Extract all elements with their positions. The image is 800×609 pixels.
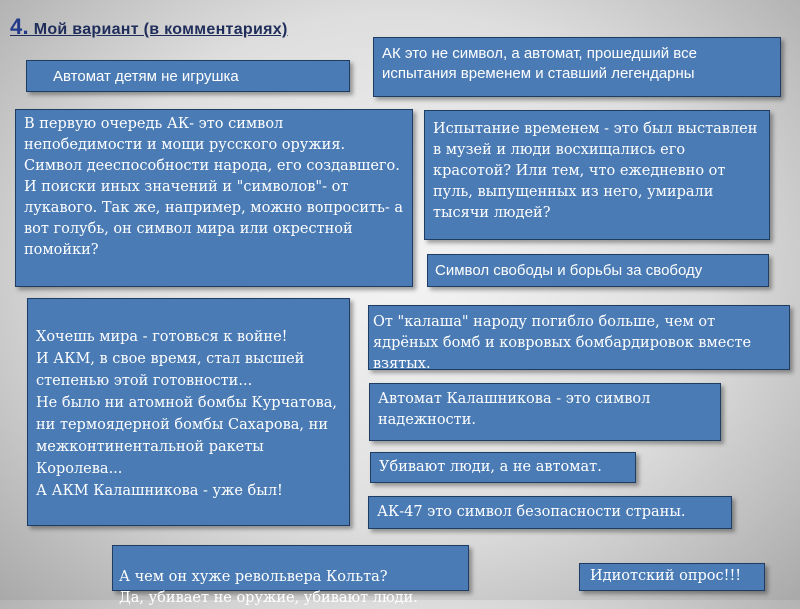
comment-museum xyxy=(424,110,770,240)
comment-reliability-text: Автомат Калашникова - это символ надежности. xyxy=(378,391,651,428)
comment-reliability xyxy=(369,383,721,441)
comment-freedom-text: Символ свободы и борьбы за свободу xyxy=(435,262,703,279)
comment-not-symbol-text: АК это не символ, а автомат, прошедший все испытания временем и ставший легендарны xyxy=(382,45,697,82)
comment-colt-text: А чем он хуже револьвера Кольта? Да, убивает не оружие, убивают люди. xyxy=(119,569,418,606)
comment-invincibility-text: В первую очередь АК- это символ непобедимости и мощи русского оружия. Символ дееспособности народа, его создавшего. И поиски иных значений и "символов"- от лукавого. Так же, например, можно вопросить- а вот голубь, он символ мира или окрестной помойки? xyxy=(24,116,404,258)
comment-idiotic-text: Идиотский опрос!!! xyxy=(590,568,742,584)
comment-toy-text: Автомат детям не игрушка xyxy=(53,68,239,85)
comment-toy xyxy=(26,60,350,92)
comment-kalash-deaths xyxy=(368,305,790,370)
page-title xyxy=(10,14,288,40)
comment-people-kill xyxy=(370,452,636,483)
comment-idiotic xyxy=(579,563,765,591)
comment-freedom xyxy=(427,254,769,287)
comment-peace xyxy=(27,298,350,526)
title-text: Мой вариант (в комментариях) xyxy=(28,21,288,38)
comment-not-symbol xyxy=(373,37,781,97)
title-number: 4. xyxy=(10,14,29,39)
comment-security xyxy=(368,496,732,529)
comment-peace-text: Хочешь мира - готовься к войне! И АКМ, в свое время, стал высшей степенью этой готовности... Не было ни атомной бомбы Курчатова, ни термоядерной бомбы Сахарова, ни межконтинентальной ракеты Королева... А АКМ Калашникова - уже был! xyxy=(36,329,337,499)
comment-people-kill-text: Убивают люди, а не автомат. xyxy=(379,459,602,475)
comment-security-text: АК-47 это символ безопасности страны. xyxy=(377,504,686,520)
comment-kalash-deaths-text: От "калаша" народу погибло больше, чем от ядрёных бомб и ковровых бомбардировок вместе взятых. xyxy=(373,314,752,372)
comment-colt xyxy=(112,545,469,606)
comment-invincibility xyxy=(15,109,413,287)
comment-museum-text: Испытание временем - это был выставлен в музей и люди восхищались его красотой? Или тем, что ежедневно от пуль, выпущенных из него, умирали тысячи людей? xyxy=(433,121,758,221)
